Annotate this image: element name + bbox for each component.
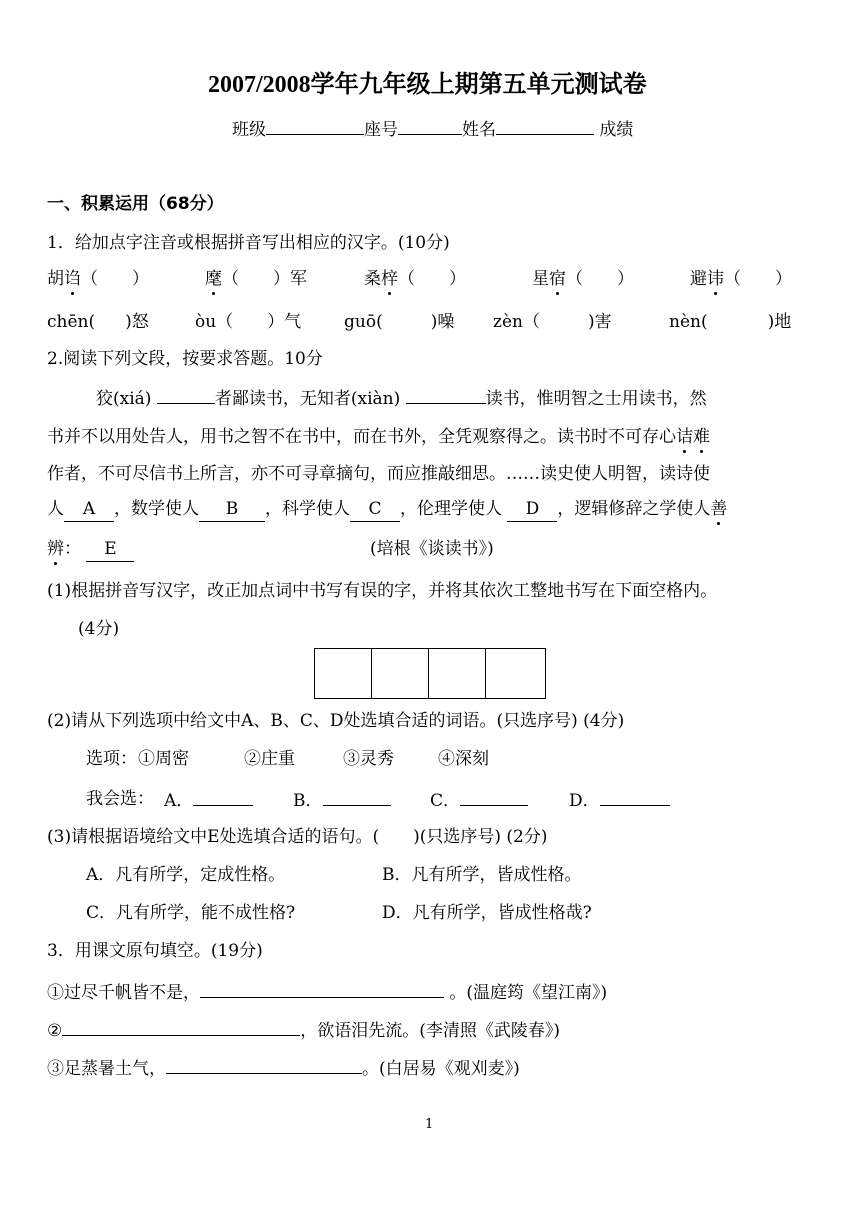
answer-cell[interactable] bbox=[486, 649, 545, 699]
blank-a[interactable]: A bbox=[64, 497, 114, 522]
q1-pinyin-item: guō( )噪 bbox=[344, 312, 455, 332]
passage-line: 人 A ，数学使人 B ，科学使人 C ，伦理学使人 D ，逻辑修辞之学使人善 bbox=[47, 497, 727, 522]
option-item: ④深刻 bbox=[438, 749, 489, 769]
q1-pinyin-item: chēn( )怒 bbox=[47, 312, 149, 332]
choose-item: D． bbox=[569, 787, 670, 813]
q2-prompt: 2.阅读下列文段，按要求答题。10分 bbox=[47, 349, 323, 369]
sub-question-3-option: D．凡有所学，皆成性格哉? bbox=[382, 903, 592, 923]
fill-line: ② ，欲语泪先流。(李清照《武陵春》) bbox=[47, 1017, 560, 1043]
student-info-line bbox=[232, 116, 633, 142]
q1-item: 避讳（ ） bbox=[690, 269, 792, 289]
section-heading: 一、积累运用（68分） bbox=[47, 194, 224, 214]
blank-b[interactable]: B bbox=[199, 497, 265, 522]
seat-label: 座号 bbox=[364, 120, 398, 140]
choose-blank[interactable] bbox=[600, 787, 670, 806]
class-label: 班级 bbox=[232, 120, 266, 140]
q1-item: 桑梓（ ） bbox=[364, 269, 466, 289]
sub-question-3-option: B．凡有所学，皆成性格。 bbox=[382, 865, 582, 885]
answer-cell[interactable] bbox=[315, 649, 372, 699]
fill-blank[interactable] bbox=[200, 979, 444, 998]
fill-blank[interactable] bbox=[62, 1017, 300, 1036]
q1-pinyin-item: òu（ ）气 bbox=[195, 312, 302, 332]
passage-source: (培根《谈读书》) bbox=[370, 539, 494, 559]
choose-blank[interactable] bbox=[193, 787, 253, 806]
choose-label: 我会选： bbox=[86, 789, 154, 809]
choose-item: B． bbox=[293, 787, 391, 813]
class-blank[interactable] bbox=[266, 116, 364, 135]
sub-question-1-score: (4分) bbox=[78, 619, 120, 639]
name-label: 姓名 bbox=[462, 120, 496, 140]
name-blank[interactable] bbox=[496, 116, 594, 135]
sub-question-3: (3)请根据语境给文中E处选填合适的语句。( )(只选序号) (2分) bbox=[47, 827, 548, 847]
option-item: ③灵秀 bbox=[343, 749, 394, 769]
q1-item: 麾（ ）军 bbox=[205, 269, 307, 289]
choose-blank[interactable] bbox=[460, 787, 528, 806]
score-label: 成绩 bbox=[599, 120, 634, 140]
blank-d[interactable]: D bbox=[507, 497, 557, 522]
passage-line: 作者，不可尽信书上所言，亦不可寻章摘句，而应推敲细思。……读史使人明智，读诗使 bbox=[47, 464, 710, 484]
choose-blank[interactable] bbox=[323, 787, 391, 806]
blank-c[interactable]: C bbox=[350, 497, 400, 522]
answer-cell[interactable] bbox=[429, 649, 486, 699]
q1-prompt: 1．给加点字注音或根据拼音写出相应的汉字。(10分) bbox=[47, 233, 450, 253]
sub-question-2: (2)请从下列选项中给文中A、B、C、D处选填合适的词语。(只选序号) (4分) bbox=[47, 711, 625, 731]
options-label: 选项： bbox=[86, 749, 137, 769]
page-number: 1 bbox=[425, 1117, 434, 1132]
passage-blank[interactable] bbox=[406, 385, 486, 404]
passage-blank[interactable] bbox=[157, 385, 215, 404]
fill-blank[interactable] bbox=[166, 1055, 362, 1074]
option-item: ①周密 bbox=[138, 749, 189, 769]
page-title: 2007/2008学年九年级上期第五单元测试卷 bbox=[208, 72, 647, 98]
answer-cell[interactable] bbox=[372, 649, 429, 699]
passage-line: 辨： E bbox=[47, 537, 134, 562]
blank-e[interactable]: E bbox=[86, 537, 134, 562]
sub-question-3-option: A．凡有所学，定成性格。 bbox=[86, 865, 286, 885]
passage-line: 狡(xiá) 者鄙读书，无知者(xiàn) 读书，惟明智之士用读书，然 bbox=[96, 385, 707, 411]
q1-item: 星宿（ ） bbox=[532, 269, 634, 289]
option-item: ②庄重 bbox=[244, 749, 295, 769]
seat-blank[interactable] bbox=[398, 116, 462, 135]
q1-pinyin-item: zèn（ )害 bbox=[493, 312, 612, 332]
fill-line: ③足蒸暑土气， 。(白居易《观刈麦》) bbox=[47, 1055, 520, 1081]
sub-question-3-option: C．凡有所学，能不成性格? bbox=[86, 903, 296, 923]
fill-line: ①过尽千帆皆不是， 。(温庭筠《望江南》) bbox=[47, 979, 607, 1005]
choose-item: C． bbox=[430, 787, 528, 813]
passage-line: 书并不以用处告人，用书之智不在书中，而在书外，全凭观察得之。读书时不可存心诘难 bbox=[47, 427, 710, 447]
answer-grid bbox=[314, 648, 546, 699]
sub-question-1: (1)根据拼音写汉字，改正加点词中书写有误的字，并将其依次工整地书写在下面空格内。 bbox=[47, 581, 718, 601]
choose-item: A． bbox=[164, 787, 253, 813]
q1-pinyin-item: nèn( )地 bbox=[669, 312, 792, 332]
q3-prompt: 3．用课文原句填空。(19分) bbox=[47, 941, 263, 961]
q1-item: 胡诌（ ） bbox=[47, 269, 149, 289]
